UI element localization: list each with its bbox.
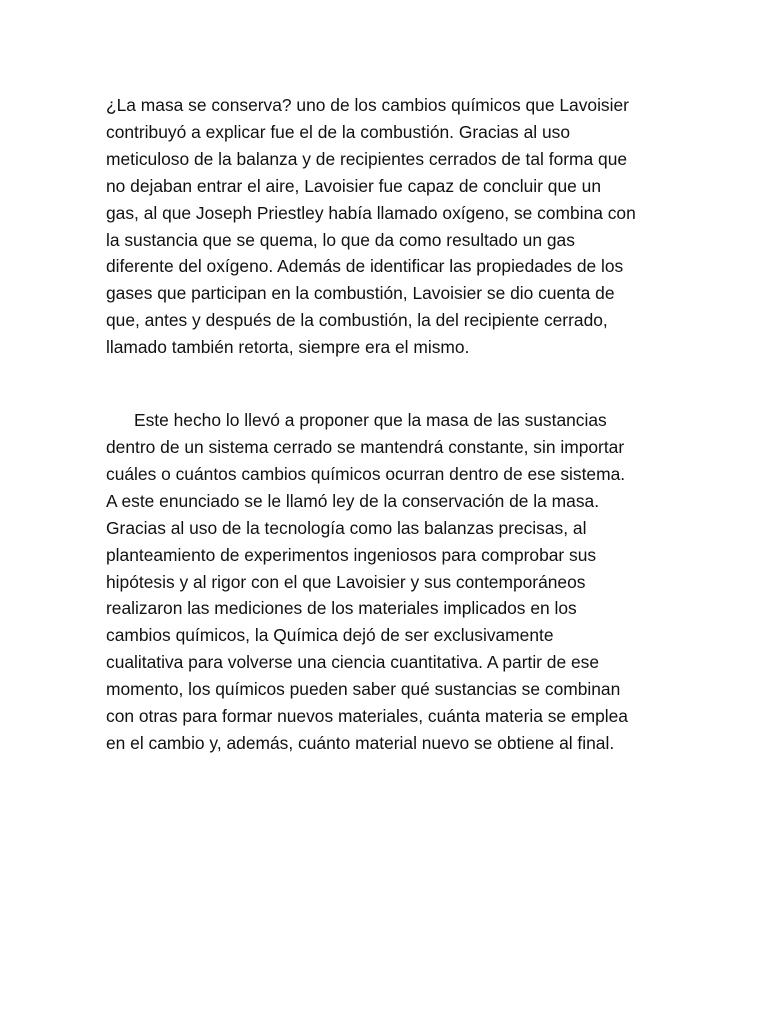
text-line: con otras para formar nuevos materiales, cuánta materia se emplea [106, 706, 628, 727]
text-line: cuáles o cuántos cambios químicos ocurran dentro de ese sistema. [106, 463, 626, 484]
text-line: Este hecho lo llevó a proponer que la masa de las sustancias [134, 410, 607, 431]
text-line: ¿La masa se conserva? uno de los cambios químicos que Lavoisier [106, 95, 629, 115]
text-line: gases que participan en la combustión, Lavoisier se dio cuenta de [106, 283, 615, 304]
text-line: Gracias al uso de la tecnología como las balanzas precisas, al [106, 517, 587, 538]
paragraph-spacer [106, 361, 672, 407]
text-line: dentro de un sistema cerrado se mantendrá constante, sin importar [106, 436, 625, 457]
text-line: contribuyó a explicar fue el de la combustión. Gracias al uso [106, 121, 570, 142]
document-body [106, 92, 672, 757]
text-line: llamado también retorta, siempre era el mismo. [106, 337, 470, 358]
text-line: diferente del oxígeno. Además de identificar las propiedades de los [106, 256, 624, 277]
text-line: cambios químicos, la Química dejó de ser exclusivamente [106, 625, 554, 646]
text-line: en el cambio y, además, cuánto material nuevo se obtiene al final. [106, 732, 615, 753]
text-line: que, antes y después de la combustión, la del recipiente cerrado, [106, 310, 608, 331]
text-line: A este enunciado se le llamó ley de la conservación de la masa. [106, 490, 600, 511]
paragraph-1 [106, 92, 672, 361]
text-line: hipótesis y al rigor con el que Lavoisier y sus contemporáneos [106, 571, 586, 592]
text-line: meticuloso de la balanza y de recipientes cerrados de tal forma que [106, 148, 628, 169]
paragraph-2 [106, 407, 672, 757]
text-line: cualitativa para volverse una ciencia cuantitativa. A partir de ese [106, 652, 600, 673]
text-line: la sustancia que se quema, lo que da como resultado un gas [106, 229, 575, 250]
text-line: gas, al que Joseph Priestley había llamado oxígeno, se combina con [106, 202, 636, 223]
text-line: planteamiento de experimentos ingeniosos para comprobar sus [106, 544, 597, 565]
text-line: realizaron las mediciones de los materiales implicados en los [106, 598, 577, 619]
text-line: no dejaban entrar el aire, Lavoisier fue capaz de concluir que un [106, 175, 601, 196]
text-line: momento, los químicos pueden saber qué sustancias se combinan [106, 679, 621, 700]
